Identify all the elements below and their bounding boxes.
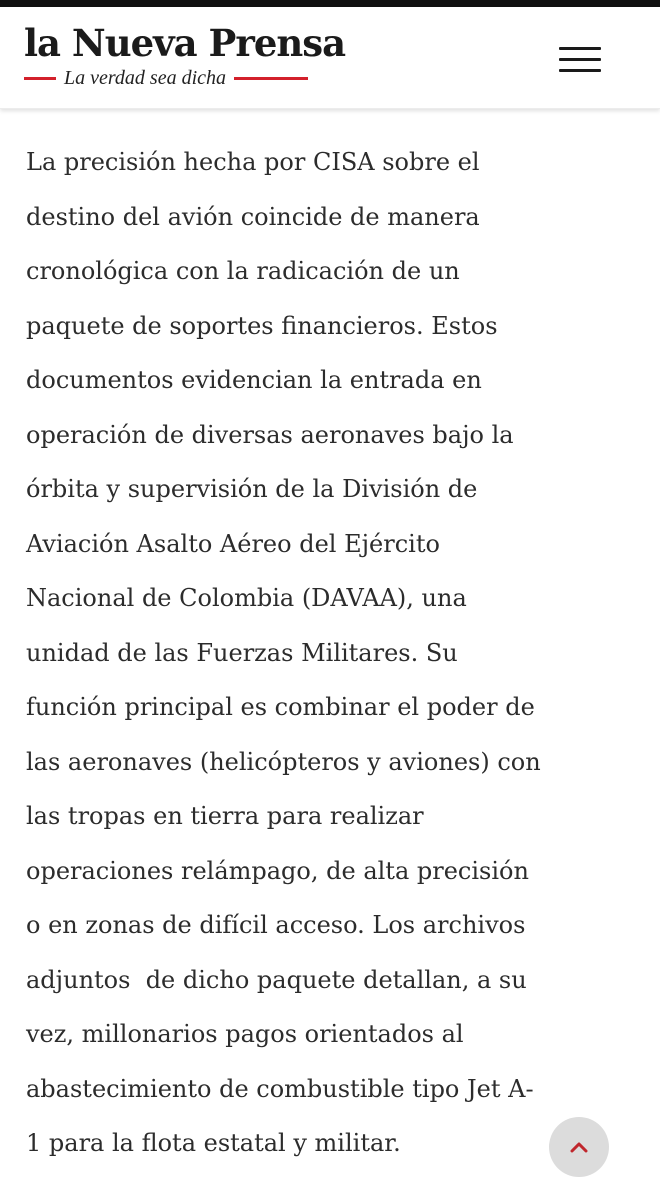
article-line: vez, millonarios pagos orientados al [26, 1020, 464, 1048]
tagline-rule-right [234, 77, 308, 80]
article-line: adjuntos de dicho paquete detallan, a su [26, 965, 527, 994]
article-line: unidad de las Fuerzas Militares. Su [26, 638, 458, 667]
article-line: 1 para la flota estatal y militar. [26, 1129, 401, 1157]
article-line: Nacional de Colombia (DAVAA), una [26, 584, 467, 612]
menu-bar-bottom [559, 69, 601, 72]
article-line: documentos evidencian la entrada en [26, 366, 482, 394]
logo-tagline-row [24, 67, 308, 89]
back-to-top-button[interactable] [549, 1117, 609, 1177]
menu-bar-middle [559, 58, 601, 61]
article-line: o en zonas de difícil acceso. Los archivos [26, 911, 526, 939]
article-line: órbita y supervisión de la División de [26, 475, 478, 503]
top-edge-bar [0, 0, 660, 7]
hamburger-menu-icon[interactable] [552, 39, 608, 79]
logo-title: la Nueva Prensa [24, 21, 346, 65]
article-line: paquete de soportes financieros. Estos [26, 311, 498, 340]
article-line: La precisión hecha por CISA sobre el [26, 148, 480, 176]
article-line: cronológica con la radicación de un [26, 257, 460, 285]
tagline-rule-left [24, 77, 56, 80]
article-line: las aeronaves (helicópteros y aviones) con [26, 747, 541, 776]
article-line: destino del avión coincide de manera [26, 202, 480, 231]
article-paragraph [26, 135, 646, 1171]
article-line: las tropas en tierra para realizar [26, 802, 424, 830]
article-line: operaciones relámpago, de alta precisión [26, 856, 529, 885]
site-logo[interactable] [24, 21, 346, 91]
article-line: Aviación Asalto Aéreo del Ejército [26, 529, 440, 558]
logo-tagline: La verdad sea dicha [64, 67, 227, 89]
site-header [0, 7, 660, 109]
article-body [26, 135, 646, 1171]
article-line: operación de diversas aeronaves bajo la [26, 420, 514, 449]
menu-bar-top [559, 47, 601, 50]
article-line: función principal es combinar el poder de [26, 693, 535, 721]
article-line: abastecimiento de combustible tipo Jet A- [26, 1074, 534, 1103]
chevron-up-icon [569, 1140, 589, 1154]
